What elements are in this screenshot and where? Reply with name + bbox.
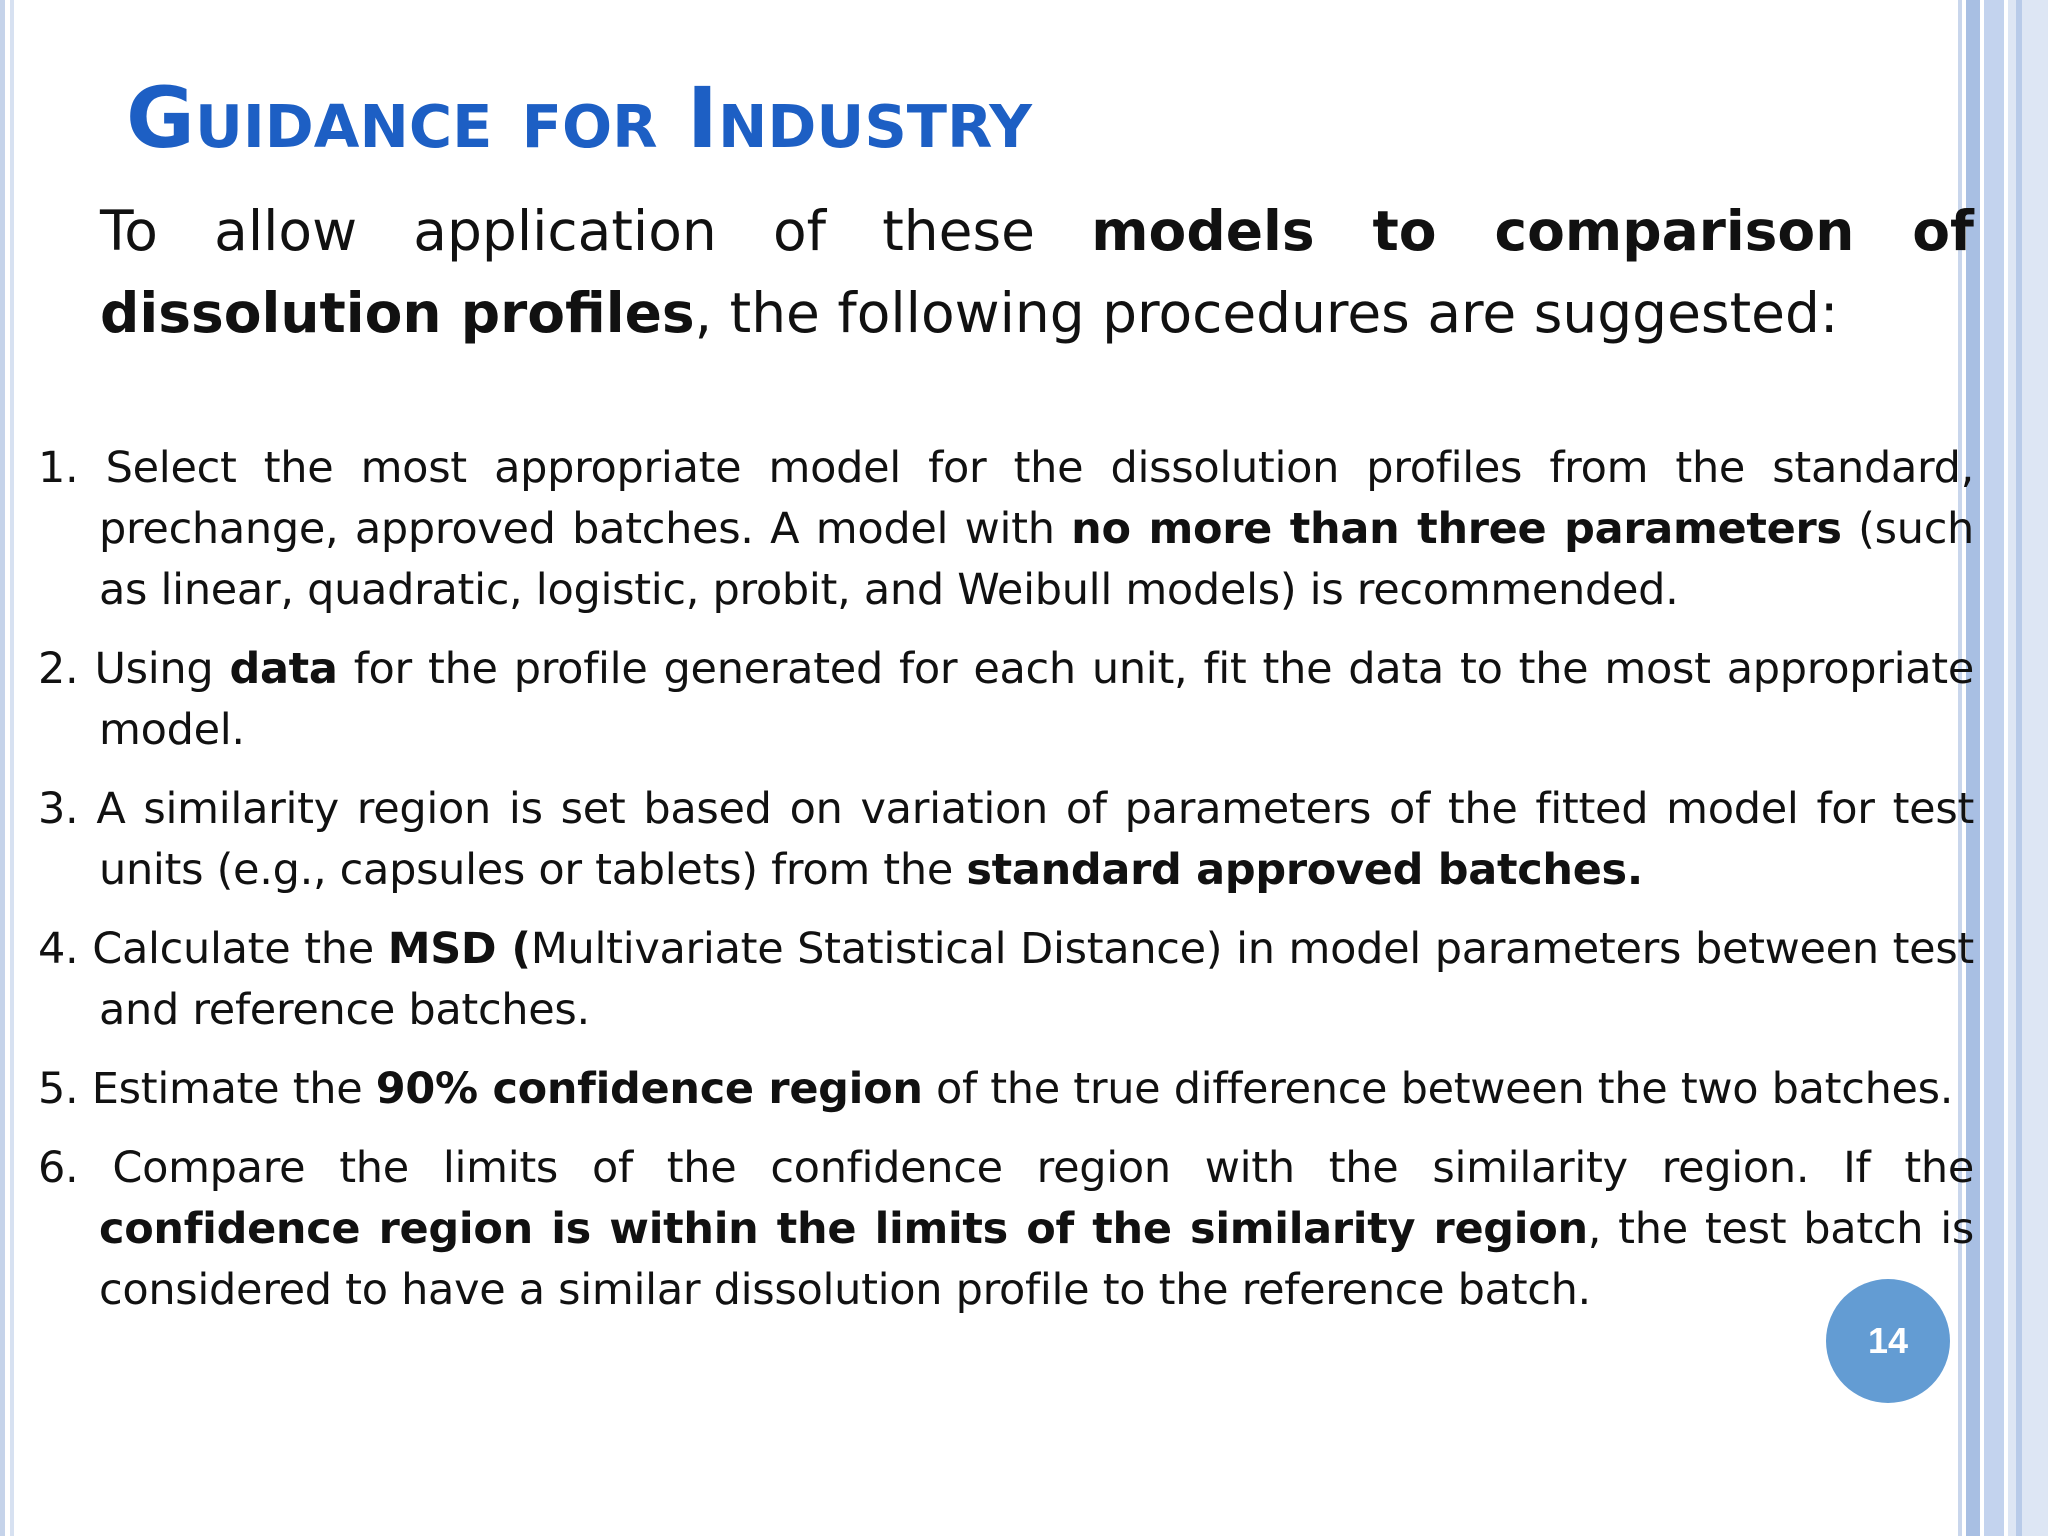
step-number: 2.	[38, 644, 79, 694]
step-text-bold: 90% confidence region	[375, 1064, 923, 1114]
step-text-post: for the profile generated for each unit, fit the data to the most appropriate model.	[99, 644, 1975, 755]
step-text-pre: A similarity region is set based on variation of parameters of the fitted model for test units (e.g., capsules or tablets) from the	[78, 784, 1974, 895]
step-number: 4.	[38, 924, 79, 974]
right-decor-stripe-4	[2008, 0, 2048, 1536]
left-decor-stripe	[0, 0, 5, 1536]
step-text-post: of the true difference between the two batches.	[922, 1064, 1954, 1114]
intro-text-pre: To allow application of these	[100, 199, 1092, 263]
procedure-step-5	[38, 1059, 1974, 1120]
intro-paragraph	[100, 190, 1974, 354]
left-decor-stripe-inner	[10, 0, 14, 1536]
step-text-bold: no more than three parameters	[1071, 504, 1842, 554]
procedure-step-2	[38, 639, 1974, 761]
step-text-pre: Select the most appropriate model for the dissolution profiles from the standard, prechange, approved batches. A model with	[78, 443, 1974, 554]
procedure-step-4	[38, 919, 1974, 1041]
step-text-bold: standard approved batches.	[966, 845, 1643, 895]
step-text-pre: Estimate the	[78, 1064, 376, 1114]
right-decor-stripe-5	[2016, 0, 2022, 1536]
step-number: 5.	[38, 1064, 79, 1114]
procedure-list	[38, 438, 1974, 1339]
step-text-post: (such as linear, quadratic, logistic, probit, and Weibull models) is recommended.	[99, 504, 1974, 615]
step-text-bold: MSD (	[387, 924, 531, 974]
procedure-step-1	[38, 438, 1974, 621]
step-number: 1.	[38, 443, 79, 493]
procedure-step-6	[38, 1138, 1974, 1321]
intro-text-bold: models to comparison of dissolution profiles	[100, 199, 1974, 345]
step-text-pre: Using	[78, 644, 230, 694]
step-text-bold: confidence region is within the limits of the similarity region	[99, 1204, 1588, 1254]
step-text-post: Multivariate Statistical Distance) in model parameters between test and reference batches.	[99, 924, 1974, 1035]
step-text-pre: Compare the limits of the confidence region with the similarity region. If the	[78, 1143, 1974, 1193]
procedure-step-3	[38, 779, 1974, 901]
step-number: 6.	[38, 1143, 79, 1193]
step-text-pre: Calculate the	[78, 924, 388, 974]
right-decor-stripe-3	[1984, 0, 2004, 1536]
page-number-badge: 14	[1826, 1279, 1950, 1403]
step-text-post: , the test batch is considered to have a similar dissolution profile to the reference batch.	[99, 1204, 1974, 1315]
step-text-bold: data	[229, 644, 338, 694]
intro-text-post: , the following procedures are suggested:	[694, 281, 1839, 345]
step-number: 3.	[38, 784, 79, 834]
slide-title: Guidance for Industry	[126, 69, 1032, 167]
